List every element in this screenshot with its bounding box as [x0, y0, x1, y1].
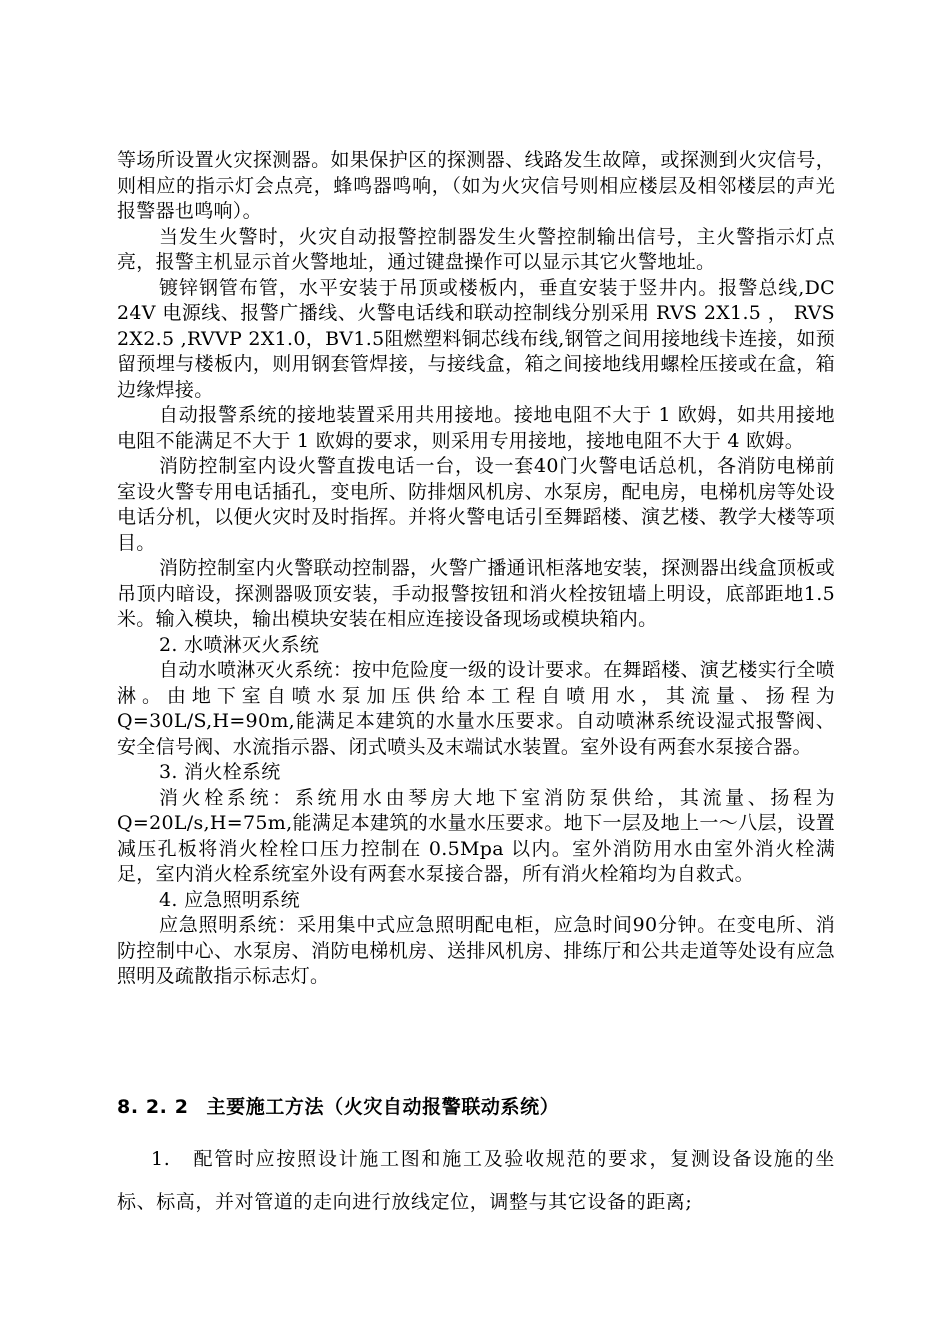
section-heading [117, 1092, 835, 1122]
body-text [117, 148, 835, 990]
subsection-title: 3. 消火栓系统 [159, 761, 281, 783]
subsection-title: 4. 应急照明系统 [159, 888, 300, 911]
paragraph: 消防控制室内设火警直拨电话一台，设一套40门火警电话总机，各消防电梯前室设火警专用电话插孔，变电所、防排烟风机房、水泵房，配电房，电梯机房等处设电话分机，以便火灾时及时指挥。并将火警电话引至舞蹈楼、演艺楼、教学大楼等项目。 [117, 455, 835, 554]
subsection-title: 2. 水喷淋灭火系统 [159, 633, 320, 656]
section-title: 主要施工方法（火灾自动报警联动系统） [206, 1096, 560, 1118]
paragraph: 当发生火警时，火灾自动报警控制器发生火警控制输出信号，主火警指示灯点亮，报警主机显示首火警地址，通过键盘操作可以显示其它火警地址。 [117, 225, 835, 273]
paragraph: 应急照明系统：采用集中式应急照明配电柜，应急时间90分钟。在变电所、消防控制中心、水泵房、消防电梯机房、送排风机房、排练厅和公共走道等处设有应急照明及疏散指示标志灯。 [117, 914, 835, 987]
paragraph: 镀锌钢管布管，水平安装于吊顶或楼板内，垂直安装于竖井内。报警总线,DC 24V 电源线、报警广播线、火警电话线和联动控制线分别采用 RVS 2X1.5 ， RVS 2X2.5 ,RVVP 2X1.0，BV1.5阻燃塑料铜芯线布线,钢管之间用接地线卡连接，如预留预埋与楼板内，则用钢套管焊接，与接线盒，箱之间接地线用螺栓压接或在盒，箱边缘焊接。 [117, 276, 835, 401]
paragraph: 自动水喷淋灭火系统：按中危险度一级的设计要求。在舞蹈楼、演艺楼实行全喷淋。由地下室自喷水泵加压供给本工程自喷用水，其流量、扬程为Q=30L/S,H=90m,能满足本建筑的水量水压要求。自动喷淋系统设湿式报警阀、安全信号阀、水流指示器、闭式喷头及末端试水装置。室外设有两套水泵接合器。 [117, 659, 835, 758]
paragraph: 消防控制室内火警联动控制器，火警广播通讯柜落地安装，探测器出线盒顶板或吊顶内暗设，探测器吸顶安装，手动报警按钮和消火栓按钮墙上明设，底部距地1.5米。输入模块，输出模块安装在相应连接设备现场或模块箱内。 [117, 557, 835, 630]
wide-paragraph [117, 1138, 835, 1224]
section-number: 8. 2. 2 [117, 1096, 189, 1118]
item-number: 1. [151, 1148, 171, 1170]
paragraph: 消火栓系统：系统用水由琴房大地下室消防泵供给，其流量、扬程为Q=20L/s,H=75m,能满足本建筑的水量水压要求。地下一层及地上一～八层，设置减压孔板将消火栓栓口压力控制在 0.5Mpa 以内。室外消防用水由室外消火栓满足，室内消火栓系统室外设有两套水泵接合器，所有消火栓箱均为自救式。 [117, 786, 835, 885]
paragraph: 自动报警系统的接地装置采用共用接地。接地电阻不大于 1 欧姆，如共用接地电阻不能满足不大于 1 欧姆的要求，则采用专用接地，接地电阻不大于 4 欧姆。 [117, 404, 835, 452]
paragraph: 等场所设置火灾探测器。如果保护区的探测器、线路发生故障，或探测到火灾信号，则相应的指示灯会点亮，蜂鸣器鸣响，（如为火灾信号则相应楼层及相邻楼层的声光报警器也鸣响）。 [117, 149, 835, 222]
item-text: 配管时应按照设计施工图和施工及验收规范的要求，复测设备设施的坐标、标高，并对管道的走向进行放线定位，调整与其它设备的距离; [117, 1148, 835, 1213]
